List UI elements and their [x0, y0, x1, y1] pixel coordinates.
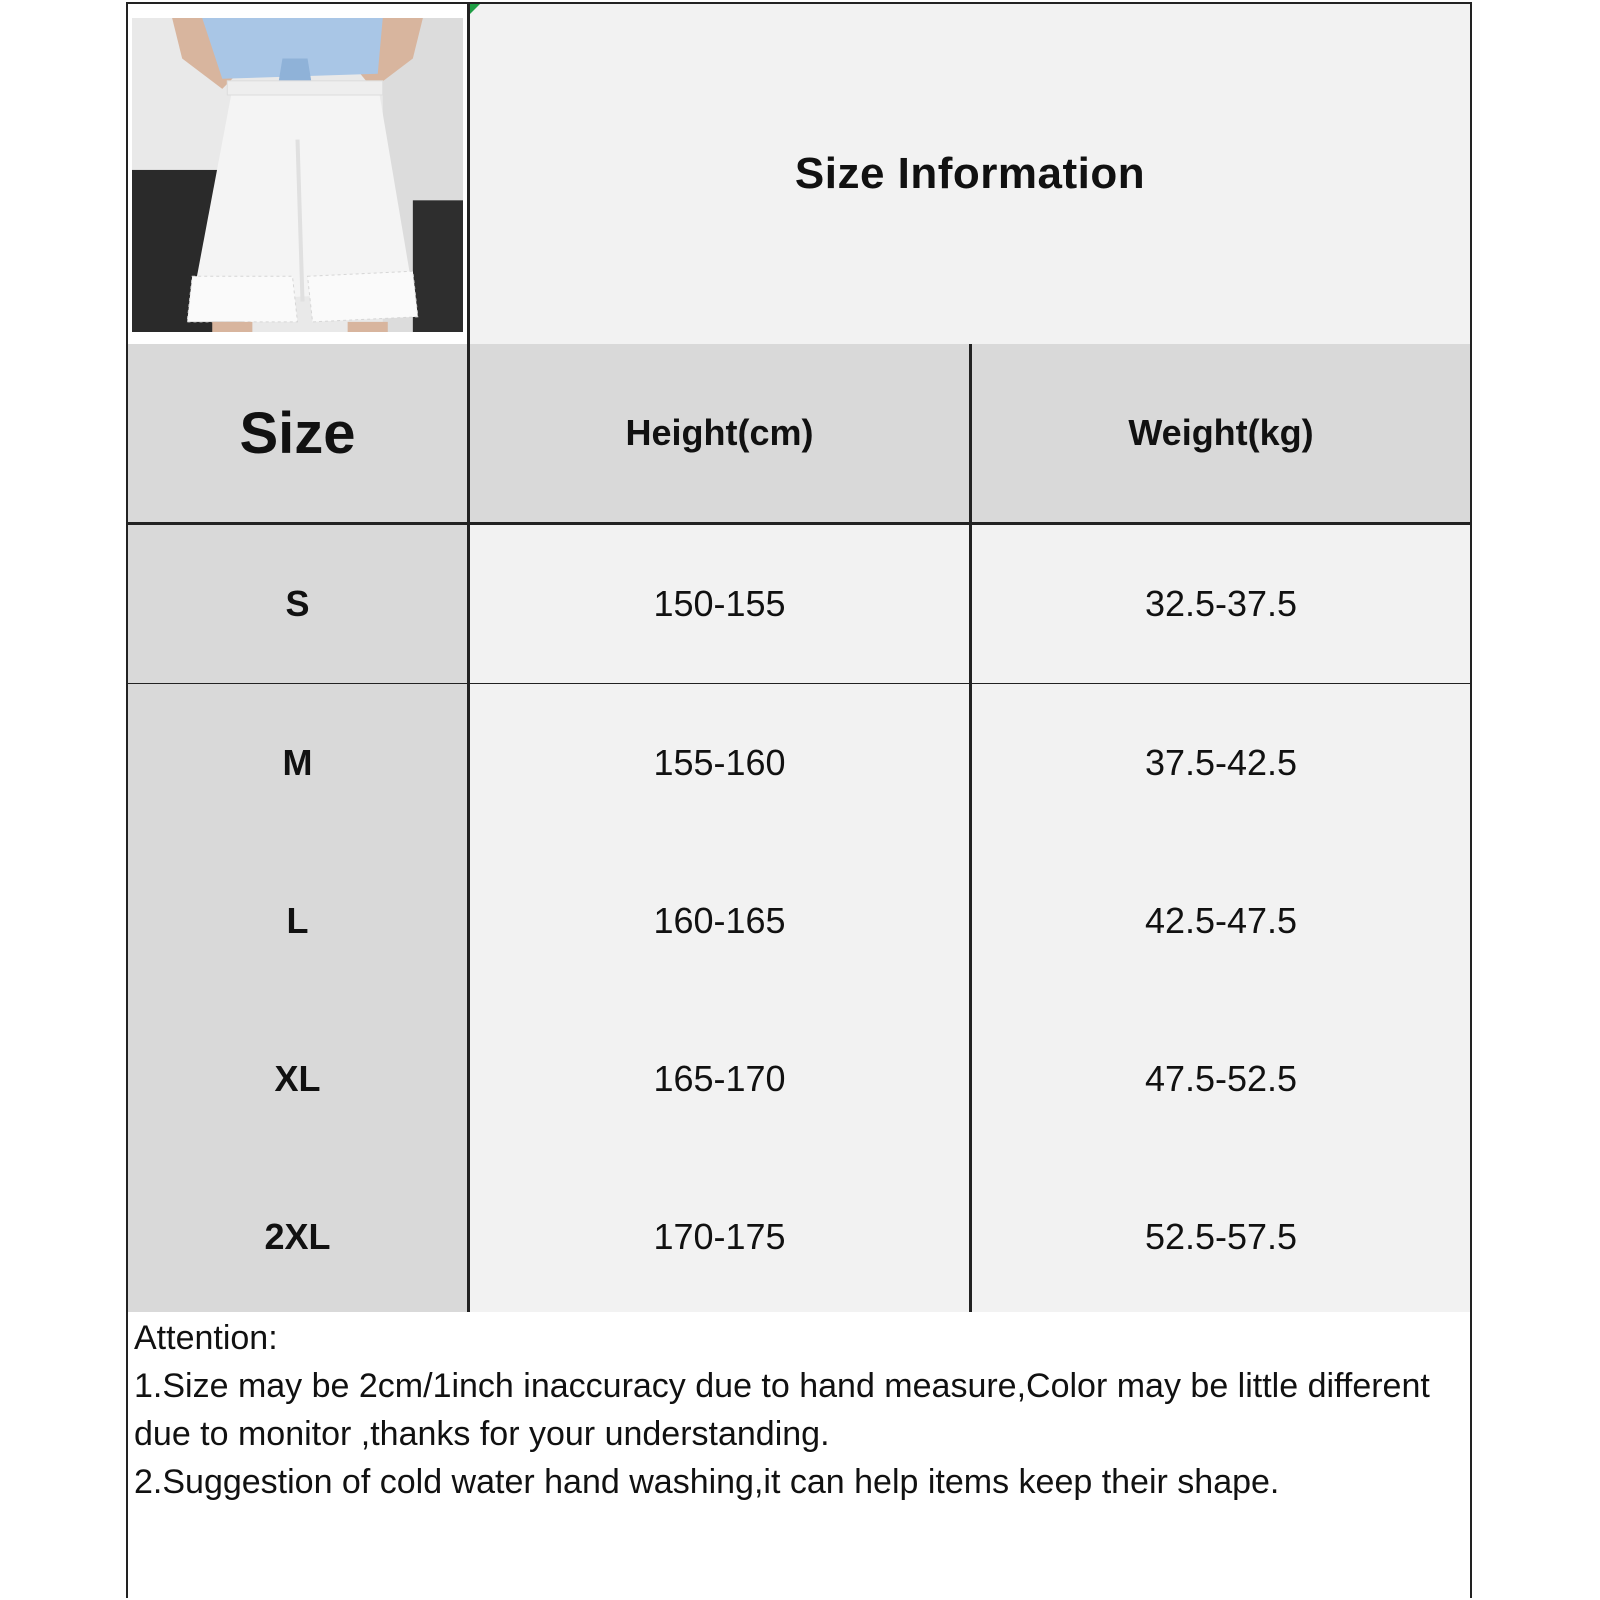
height-cell: 160-165 — [470, 842, 972, 1000]
size-cell: XL — [128, 1000, 470, 1158]
size-cell: M — [128, 684, 470, 842]
height-cell: 155-160 — [470, 684, 972, 842]
note-washing: 2.Suggestion of cold water hand washing,it can help items keep their shape. — [134, 1463, 1280, 1501]
page-title: Size Information — [794, 149, 1146, 198]
attention-notes — [128, 1312, 1470, 1598]
column-header-weight — [972, 344, 1470, 522]
table-row — [128, 842, 1470, 1003]
note-measurement: 1.Size may be 2cm/1inch inaccuracy due to hand measure,Color may be little different due to monitor ,thanks for your understanding. — [134, 1367, 1430, 1453]
column-header-height — [470, 344, 972, 522]
weight-cell: 42.5-47.5 — [972, 842, 1470, 1000]
weight-cell: 32.5-37.5 — [972, 525, 1470, 683]
product-photo — [128, 4, 470, 344]
title-cell — [470, 4, 1470, 344]
weight-cell: 37.5-42.5 — [972, 684, 1470, 842]
column-header-label: Height(cm) — [625, 412, 814, 453]
size-chart — [126, 2, 1472, 1598]
height-cell: 170-175 — [470, 1158, 972, 1316]
chart-header — [128, 4, 1470, 347]
size-cell: S — [128, 525, 470, 683]
height-cell: 150-155 — [470, 525, 972, 683]
size-cell: 2XL — [128, 1158, 470, 1316]
table-row — [128, 684, 1470, 845]
table-row — [128, 1158, 1470, 1319]
corner-tick-icon — [470, 4, 480, 14]
column-header-label: Weight(kg) — [1128, 412, 1314, 453]
height-cell: 165-170 — [470, 1000, 972, 1158]
weight-cell: 47.5-52.5 — [972, 1000, 1470, 1158]
size-cell: L — [128, 842, 470, 1000]
weight-cell: 52.5-57.5 — [972, 1158, 1470, 1316]
column-header-label: Size — [239, 400, 356, 466]
column-header-row — [128, 344, 1470, 525]
table-row — [128, 1000, 1470, 1161]
notes-heading: Attention: — [134, 1319, 278, 1357]
column-header-size — [128, 344, 470, 522]
shorts-photo-icon — [132, 18, 463, 332]
table-row — [128, 525, 1470, 686]
